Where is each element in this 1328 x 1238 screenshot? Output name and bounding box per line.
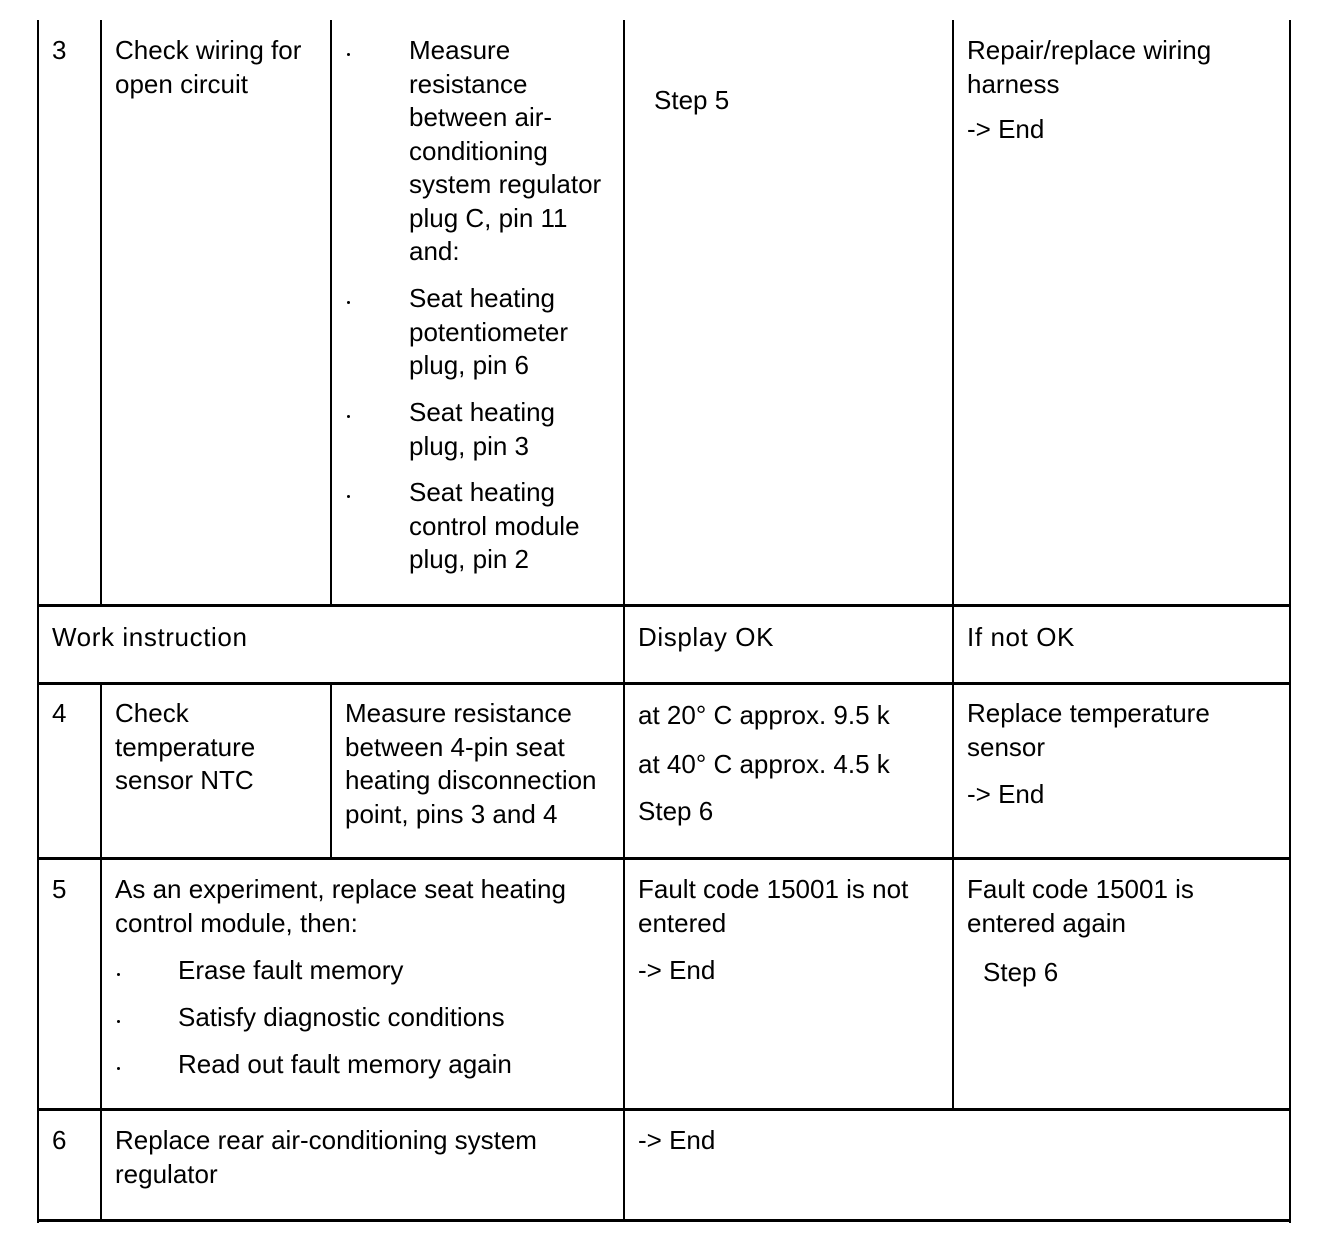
bullet-text: Read out fault memory again [178, 1049, 512, 1079]
display-ok-next: Step 6 [638, 796, 714, 826]
header-work-instruction: Work instruction [52, 622, 248, 652]
bullet-text: Seat heating control module plug, pin 2 [409, 477, 580, 574]
step-title: Check temperature sensor NTC [115, 698, 256, 795]
column-divider [100, 683, 102, 1221]
display-ok-value: at 40° C approx. 4.5 k [638, 749, 890, 779]
step-number: 6 [52, 1125, 67, 1155]
bullet-icon [347, 53, 350, 56]
table-border-right [1289, 20, 1291, 1223]
step-instruction: Measure resistance between 4-pin seat heating disconnection point, pins 3 and 4 [345, 698, 597, 829]
row-divider [37, 682, 1291, 685]
column-divider [330, 683, 332, 858]
header-if-not-ok: If not OK [967, 622, 1076, 652]
row-divider [37, 604, 1291, 607]
bullet-text: Erase fault memory [178, 955, 404, 985]
bullet-text: Satisfy diagnostic conditions [178, 1002, 505, 1032]
header-display-ok: Display OK [638, 622, 775, 652]
bullet-icon [347, 301, 350, 304]
display-ok-value: Step 5 [654, 85, 730, 115]
if-not-ok-next: Step 6 [983, 957, 1059, 987]
bullet-icon [347, 495, 350, 498]
if-not-ok-value: Replace temperature sensor [967, 698, 1210, 762]
table-border-bottom [37, 1219, 1291, 1222]
bullet-icon [117, 1067, 120, 1070]
step-number: 5 [52, 874, 67, 904]
table-border-left [37, 20, 39, 1223]
if-not-ok-next: -> End [967, 114, 1045, 144]
step-title: Check wiring for open circuit [115, 35, 302, 99]
display-ok-value: Fault code 15001 is not entered [638, 874, 909, 938]
if-not-ok-next: -> End [967, 779, 1045, 809]
bullet-icon [117, 973, 120, 976]
step-number: 3 [52, 35, 67, 65]
display-ok-value: -> End [638, 1125, 716, 1155]
bullet-text: Measure resistance between air-conditioning system regulator plug C, pin 11 and: [409, 35, 602, 266]
display-ok-next: -> End [638, 955, 716, 985]
column-divider [330, 20, 332, 605]
display-ok-value: at 20° C approx. 9.5 k [638, 700, 890, 730]
bullet-text: Seat heating plug, pin 3 [409, 397, 556, 461]
row-divider [37, 1108, 1291, 1111]
column-divider [100, 20, 102, 605]
row-divider [37, 857, 1291, 860]
column-divider [952, 20, 954, 1110]
bullet-text: Seat heating potentiometer plug, pin 6 [409, 283, 568, 380]
if-not-ok-value: Fault code 15001 is entered again [967, 874, 1194, 938]
column-divider [623, 20, 625, 1221]
step-instruction: As an experiment, replace seat heating control module, then: [115, 874, 566, 938]
bullet-icon [117, 1020, 120, 1023]
if-not-ok-value: Repair/replace wiring harness [967, 35, 1212, 99]
step-instruction: Replace rear air-conditioning system regulator [115, 1125, 537, 1189]
step-number: 4 [52, 698, 67, 728]
bullet-icon [347, 415, 350, 418]
